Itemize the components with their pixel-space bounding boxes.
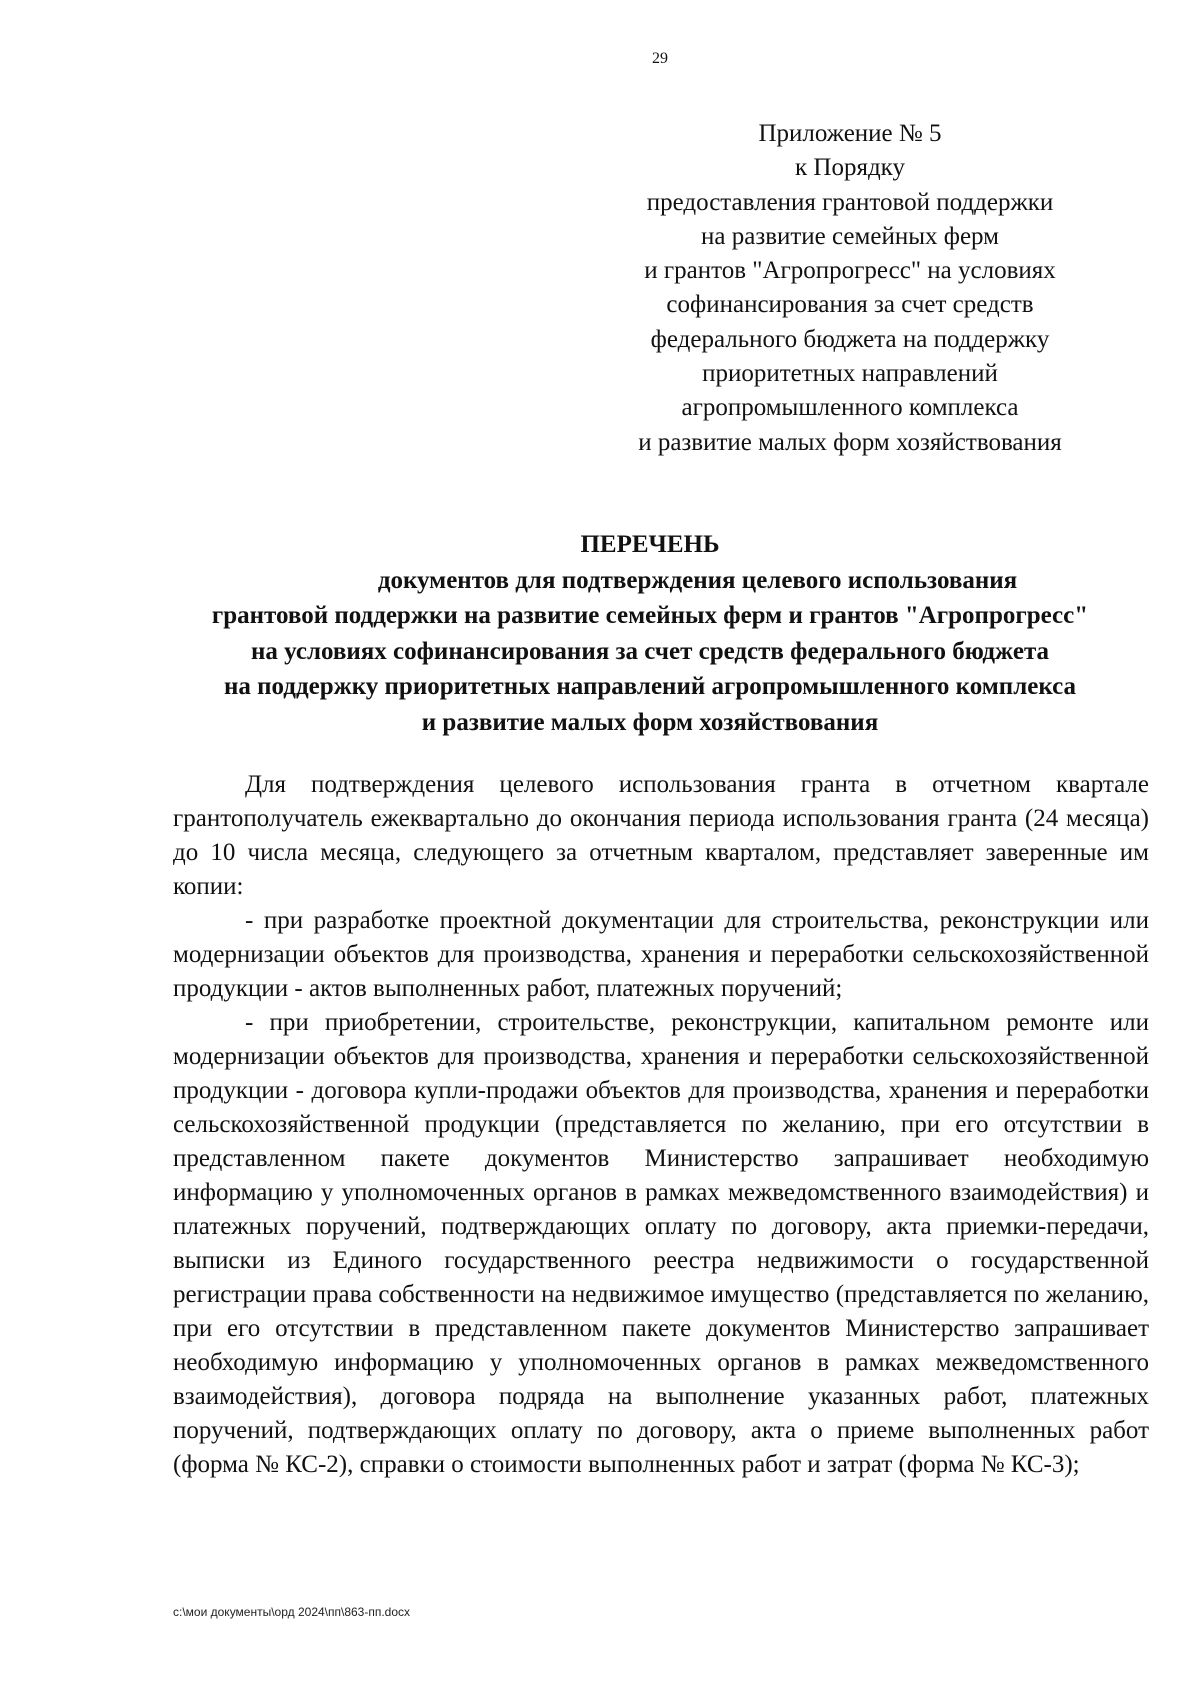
list-item-construction: - при приобретении, строительстве, реконструкции, капитальном ремонте или модернизации объектов для производства, хранения и переработки сельскохозяйственной продукции - договора купли-продажи объектов для производства, хранения и переработки сельскохозяйственной продукции (представляется по желанию, при его отсутствии в представленном пакете документов Министерство запрашивает необходимую информацию у уполномоченных органов в рамках межведомственного взаимодействия) и платежных поручений, подтверждающих оплату по договору, акта приемки-передачи, выписки из Единого государственного реестра недвижимости о государственной регистрации права собственности на недвижимое имущество (представляется по желанию, при его отсутствии в представленном пакете документов Министерство запрашивает необходимую информацию у уполномоченных органов в рамках межведомственного взаимодействия), договора подряда на выполнение указанных работ, платежных поручений, подтверждающих оплату по договору, акта о приеме выполненных работ (форма № КС-2), справки о стоимости выполненных работ и затрат (форма № КС-3);	[173, 1009, 1149, 1478]
title-line: на условиях софинансирования за счет средств федерального бюджета	[250, 637, 1050, 665]
appendix-line: к Порядку	[795, 154, 905, 182]
appendix-line: и развитие малых форм хозяйствования	[638, 428, 1062, 456]
appendix-line: софинансирования за счет средств	[666, 291, 1034, 319]
appendix-line: предоставления грантовой поддержки	[646, 188, 1054, 216]
appendix-line: агропромышленного комплекса	[681, 394, 1019, 422]
title-line: грантовой поддержки на развитие семейных ферм и грантов "Агропрогресс"	[211, 602, 1089, 629]
title-line: документов для подтверждения целевого использования	[377, 566, 1018, 594]
document-title	[150, 527, 1150, 740]
footer-file-path: c:\мои документы\орд 2024\пп\863-пп.docx	[173, 1605, 411, 1619]
appendix-line: Приложение № 5	[758, 120, 942, 147]
title-line: и развитие малых форм хозяйствования	[421, 708, 879, 736]
title-heading: ПЕРЕЧЕНЬ	[580, 531, 720, 558]
list-item-design-docs: - при разработке проектной документации для строительства, реконструкции или модернизации объектов для производства, хранения и переработки сельскохозяйственной продукции - актов выполненных работ, платежных поручений;	[173, 907, 1149, 1002]
appendix-line: на развитие семейных ферм	[701, 222, 999, 250]
intro-paragraph: Для подтверждения целевого использования гранта в отчетном квартале грантополучатель ежеквартально до окончания периода использования гранта (24 месяца) до 10 числа месяца, следующего за отчетным кварталом, представляет заверенные им копии:	[173, 771, 1149, 900]
title-line: на поддержку приоритетных направлений агропромышленного комплекса	[223, 673, 1077, 700]
appendix-line: и грантов "Агропрогресс" на условиях	[644, 257, 1056, 285]
appendix-line: приоритетных направлений	[702, 360, 998, 388]
document-body	[173, 768, 1149, 1482]
page-number: 29	[652, 50, 668, 67]
appendix-line: федерального бюджета на поддержку	[650, 325, 1050, 353]
appendix-header	[580, 117, 1120, 460]
